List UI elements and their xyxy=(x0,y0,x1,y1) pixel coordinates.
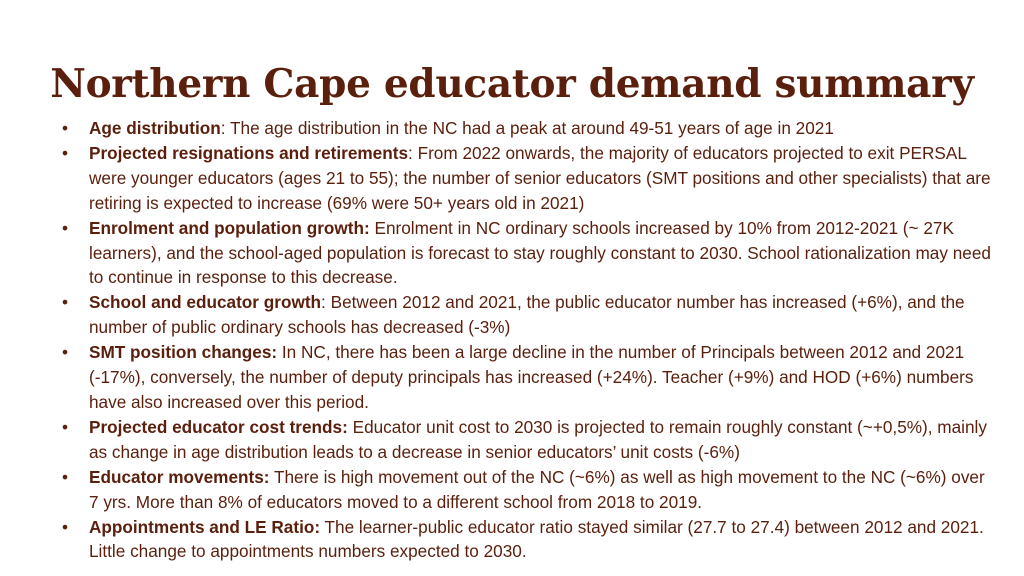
bullet-dot-icon: • xyxy=(62,118,69,138)
bullet-dot-icon: • xyxy=(62,342,69,363)
bullet-separator: : xyxy=(321,292,326,313)
bullet-label: Age distribution xyxy=(89,118,221,138)
bullet-label: SMT position changes: xyxy=(89,342,278,363)
bullet-dot-icon: • xyxy=(62,466,69,487)
bullet-list xyxy=(62,116,992,564)
bullet-separator: : xyxy=(408,142,413,163)
bullet-text: In NC, there has been a large decline in the number of Principals between 2012 and 2021 (-17%), conversely, the number of deputy principals has increased (+24%). Teacher (+9%) and HOD (+6%) numbers have also increased over this period. xyxy=(89,342,974,412)
bullet-text: Between 2012 and 2021, the public educator number has increased (+6%), and the number of public ordinary schools has decreased (-3%) xyxy=(89,292,965,338)
bullet-item-school-educator-growth xyxy=(62,290,992,340)
slide-title: Northern Cape educator demand summary xyxy=(50,61,974,107)
bullet-text: The age distribution in the NC had a peak at around 49-51 years of age in 2021 xyxy=(225,118,834,138)
bullet-item-appointments-le-ratio xyxy=(62,515,992,565)
bullet-text: There is high movement out of the NC (~6%) as well as high movement to the NC (~6%) over 7 yrs. More than 8% of educators moved to a different school from 2018 to 2019. xyxy=(89,466,985,512)
bullet-item-enrolment-population xyxy=(62,216,992,291)
bullet-item-age-distribution xyxy=(62,116,992,141)
bullet-label: School and educator growth xyxy=(89,292,322,313)
bullet-label: Appointments and LE Ratio: xyxy=(89,516,321,537)
bullet-item-educator-movements xyxy=(62,465,992,515)
bullet-label: Projected resignations and retirements xyxy=(89,142,409,163)
bullet-dot-icon: • xyxy=(62,217,69,238)
bullet-item-smt-position-changes xyxy=(62,340,992,415)
bullet-dot-icon: • xyxy=(62,416,69,437)
bullet-label: Educator movements: xyxy=(89,466,270,487)
bullet-text: Educator unit cost to 2030 is projected to remain roughly constant (~+0,5%), mainly as change in age distribution leads to a decrease in senior educators’ unit costs (-6%) xyxy=(89,416,987,462)
bullet-dot-icon: • xyxy=(62,292,69,313)
bullet-dot-icon: • xyxy=(62,516,69,537)
bullet-label: Enrolment and population growth: xyxy=(89,217,370,238)
bullet-text: The learner-public educator ratio stayed similar (27.7 to 27.4) between 2012 and 2021. Little change to appointments numbers expected to 2030. xyxy=(89,516,984,562)
bullet-text: From 2022 onwards, the majority of educators projected to exit PERSAL were younger educators (ages 21 to 55); the number of senior educators (SMT positions and other specialists) that are retiring is expected to increase (69% were 50+ years old in 2021) xyxy=(89,142,991,213)
bullet-label: Projected educator cost trends: xyxy=(89,416,348,437)
bullet-dot-icon: • xyxy=(62,142,69,163)
bullet-item-educator-cost-trends xyxy=(62,415,992,465)
bullet-item-resignations-retirements xyxy=(62,141,992,216)
bullet-text: Enrolment in NC ordinary schools increased by 10% from 2012-2021 (~ 27K learners), and the school-aged population is forecast to stay roughly constant to 2030. School rationalization may need to continue in response to this decrease. xyxy=(89,217,991,288)
bullet-separator: : xyxy=(220,118,226,138)
